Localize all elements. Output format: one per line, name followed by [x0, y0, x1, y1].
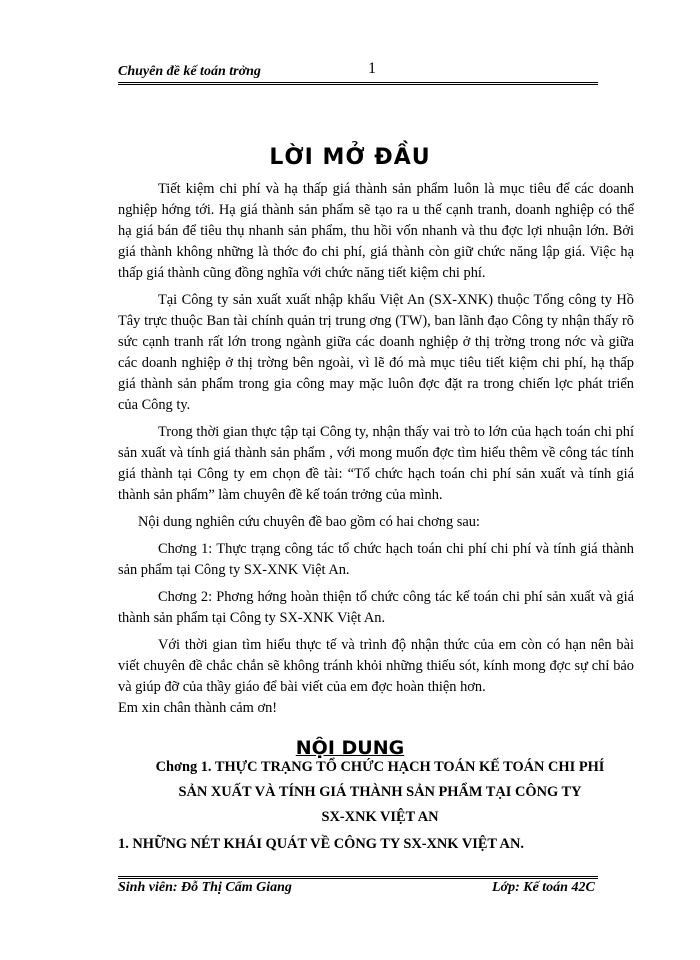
paragraph: Nội dung nghiên cứu chuyên đề bao gồm có hai chơng sau:	[138, 514, 480, 530]
paragraph: Tại Công ty sản xuất xuất nhập khẩu Việt An (SX-XNK) thuộc Tổng công ty Hồ Tây trực thuộc Ban tài chính quản trị trung ơng (TW), ban lãnh đạo Công ty nhận thấy rõ sức cạnh tranh rất lớn trong ngành giữa các doanh nghiệp ở thị trờng trong nớc và giữa các doanh nghiệp ở thị trờng bên ngoài, vì lẽ đó mà mục tiêu tiết kiệm chi phí, hạ thấp giá thành sản phẩm trong gia công may mặc luôn đợc đặt ra trong chiến lợc phát triển của Công ty.	[118, 292, 634, 413]
subheading: 1. NHỮNG NÉT KHÁI QUÁT VỀ CÔNG TY SX-XNK VIỆT AN.	[118, 836, 524, 852]
footer-class: Lớp: Kế toán 42C	[492, 880, 595, 895]
chapter-heading-line: SẢN XUẤT VÀ TÍNH GIÁ THÀNH SẢN PHẨM TẠI CÔNG TY	[178, 784, 582, 800]
paragraph: Với thời gian tìm hiểu thực tế và trình độ nhận thức của em còn có hạn nên bài viết chuyên đề chắc chắn sẽ không tránh khỏi những thiếu sót, kính mong đợc sự chỉ bảo và giúp đỡ của thầy giáo để bài viết của em đợc hoàn thiện hơn.	[118, 637, 634, 695]
footer-divider	[118, 876, 598, 879]
paragraph: Trong thời gian thực tập tại Công ty, nhận thấy vai trò to lớn của hạch toán chi phí sản xuất và tính giá thành sản phẩm , với mong muốn đợc tìm hiểu thêm về công tác tính giá thành tại Công ty em chọn đề tài: “Tổ chức hạch toán chi phí sản xuất và tính giá thành sản phẩm” làm chuyên đề kế toán trởng của mình.	[118, 424, 634, 503]
chapter-heading	[140, 755, 620, 830]
paragraph: Chơng 2: Phơng hớng hoàn thiện tổ chức công tác kế toán chi phí sản xuất và giá thành sản phẩm tại Công ty SX-XNK Việt An.	[118, 589, 634, 626]
section-title: NỘI DUNG	[295, 737, 405, 759]
header-divider	[118, 82, 598, 85]
header-title: Chuyên đề kế toán trởng	[118, 64, 261, 79]
paragraph: Em xin chân thành cảm ơn!	[118, 700, 278, 716]
page-title: LỜI MỞ ĐẦU	[269, 145, 431, 170]
body-text	[118, 179, 634, 725]
page-number: 1	[368, 60, 376, 77]
chapter-heading-line: SX-XNK VIỆT AN	[321, 809, 439, 825]
paragraph: Chơng 1: Thực trạng công tác tổ chức hạch toán chi phí chi phí và tính giá thành sản phẩm tại Công ty SX-XNK Việt An.	[118, 541, 634, 578]
footer-student: Sinh viên: Đỗ Thị Cẩm Giang	[118, 880, 292, 895]
chapter-heading-line: Chơng 1. THỰC TRẠNG TỔ CHỨC HẠCH TOÁN KẾ TOÁN CHI PHÍ	[155, 759, 605, 775]
paragraph: Tiết kiệm chi phí và hạ thấp giá thành sản phẩm luôn là mục tiêu để các doanh nghiệp hớng tới. Hạ giá thành sản phẩm sẽ tạo ra u thế cạnh tranh, doanh nghiệp có thể hạ giá bán để tiêu thụ nhanh sản phẩm, thu hồi vốn nhanh và thu đợc lợi nhuận lớn. Bởi giá thành không những là thớc đo chi phí, giá thành còn giữ chức năng lập giá. Việc hạ thấp giá thành cũng đồng nghĩa với chức năng tiết kiệm chi phí.	[118, 181, 634, 281]
